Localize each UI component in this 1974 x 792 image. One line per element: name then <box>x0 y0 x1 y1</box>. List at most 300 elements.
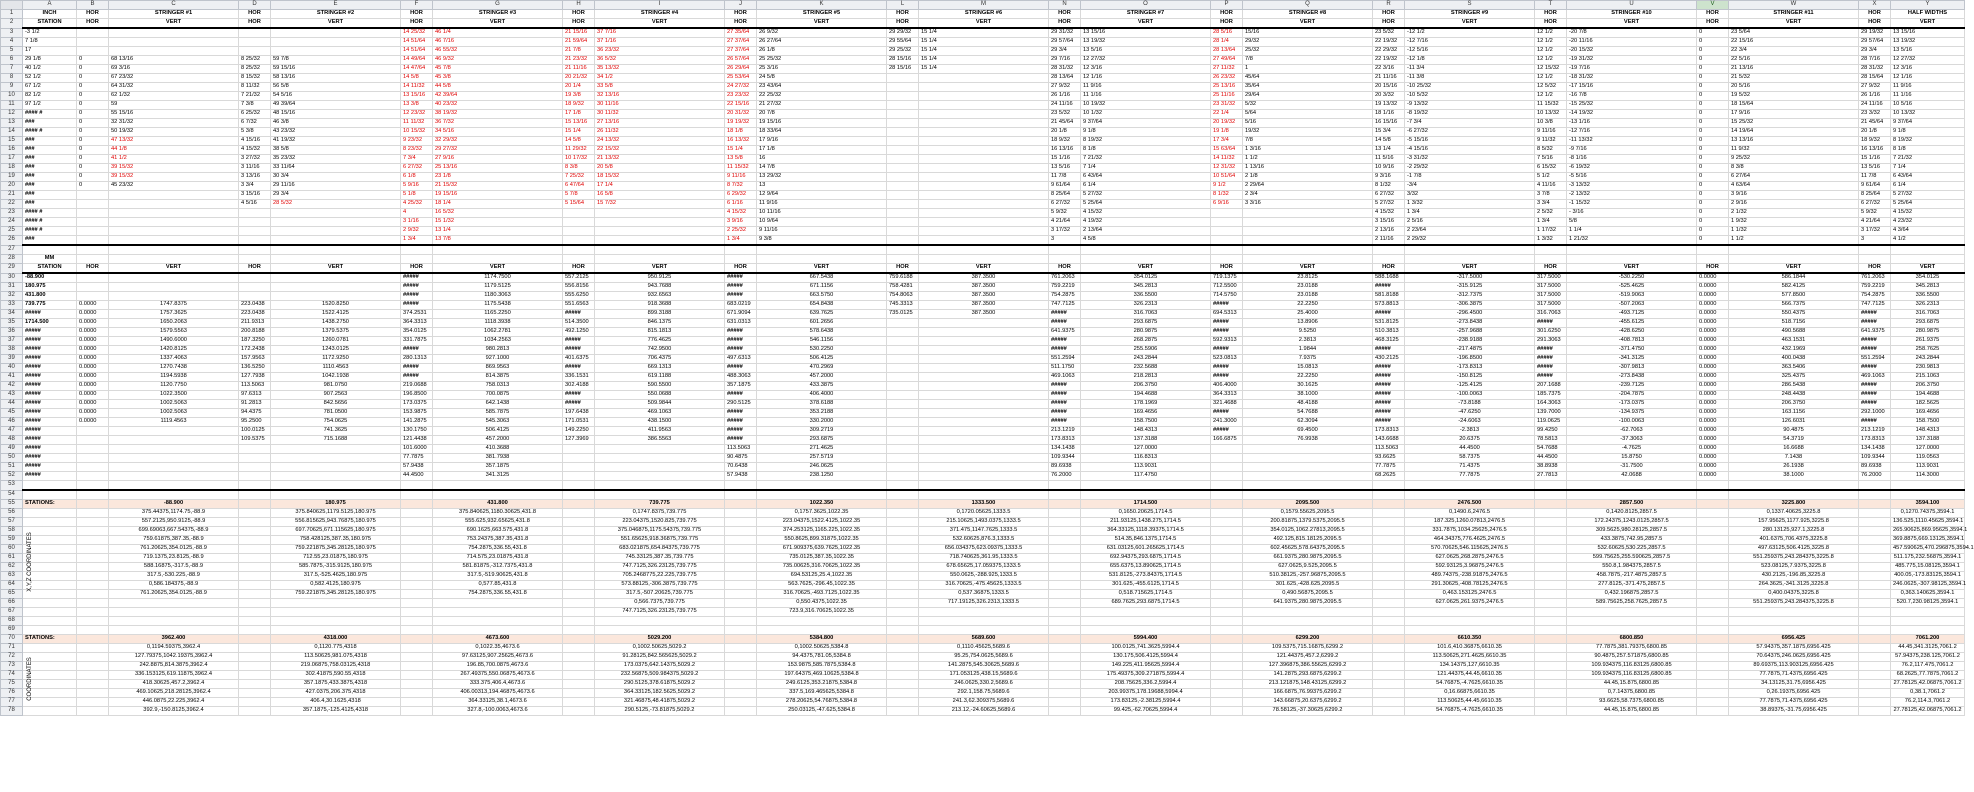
cell[interactable] <box>1243 608 1373 617</box>
cell[interactable]: 136.5250 <box>239 364 271 373</box>
column-header[interactable]: M <box>919 1 1049 10</box>
cell[interactable]: 754.2875 <box>1859 292 1891 301</box>
cell[interactable]: 0.0000 <box>77 391 109 400</box>
cell[interactable]: 13 19/32 <box>1081 38 1211 47</box>
cell[interactable]: 7 21/32 <box>239 92 271 101</box>
cell[interactable] <box>1729 626 1859 635</box>
cell[interactable]: 246.0625,330.2,5689.6 <box>919 680 1049 689</box>
cell[interactable]: 15 1/4 <box>919 65 1049 74</box>
cell[interactable]: 489.74375,-238.91875,2476.5 <box>1405 572 1535 581</box>
cell[interactable] <box>77 590 109 599</box>
cell[interactable]: 485.775,15.08125,3594.1 <box>1891 563 1965 572</box>
cell[interactable] <box>887 608 919 617</box>
cell[interactable]: 48.4188 <box>1243 400 1373 409</box>
cell[interactable]: 57.9438 <box>401 463 433 472</box>
cell[interactable]: 10 13/32 <box>1535 110 1567 119</box>
cell[interactable]: 166.6875 <box>1211 436 1243 445</box>
cell[interactable]: 34.13125,31.75,6956.425 <box>1729 680 1859 689</box>
cell[interactable] <box>1859 500 1891 509</box>
cell[interactable]: 12 1/16 <box>1891 74 1965 83</box>
cell[interactable]: 29/64 <box>1243 92 1373 101</box>
cell[interactable]: 94.4375 <box>239 409 271 418</box>
cell[interactable] <box>1049 481 1081 491</box>
cell[interactable]: 194.4688 <box>1081 391 1211 400</box>
cell[interactable]: 2 5/32 <box>1535 209 1567 218</box>
cell[interactable]: 9 11/16 <box>725 173 757 182</box>
cell[interactable] <box>77 572 109 581</box>
cell[interactable]: 1194.5938 <box>109 373 239 382</box>
cell[interactable]: 497.63125,506.4125,3225.8 <box>1729 545 1859 554</box>
cell[interactable] <box>887 182 919 191</box>
cell[interactable]: 981.0750 <box>271 382 401 391</box>
cell[interactable]: 6 47/64 <box>563 182 595 191</box>
cell[interactable]: HOR <box>1859 264 1891 274</box>
cell[interactable]: 153.9875,585.7875,5384.8 <box>757 662 887 671</box>
cell[interactable]: 223.04375,1522.4125,1022.35 <box>757 518 887 527</box>
cell[interactable] <box>887 500 919 509</box>
cell[interactable]: 2 9/32 <box>401 227 433 236</box>
cell[interactable]: 249.6125,353.21875,5384.8 <box>757 680 887 689</box>
cell[interactable]: 89.6938 <box>1049 463 1081 472</box>
cell[interactable]: HALF WIDTHS <box>1891 10 1965 19</box>
cell[interactable] <box>77 227 109 236</box>
cell[interactable] <box>1211 581 1243 590</box>
cell[interactable]: 932.6563 <box>595 292 725 301</box>
cell[interactable]: 627.0625,9.525,2095.5 <box>1243 563 1373 572</box>
cell[interactable]: 661.9375,280.9875,2095.5 <box>1243 554 1373 563</box>
cell[interactable] <box>919 364 1049 373</box>
cell[interactable]: ##### <box>1859 337 1891 346</box>
cell[interactable]: 10 51/64 <box>1211 173 1243 182</box>
cell[interactable]: 530.2250 <box>757 346 887 355</box>
cell[interactable] <box>271 472 401 481</box>
cell[interactable] <box>239 581 271 590</box>
cell[interactable]: 12 9/64 <box>757 191 887 200</box>
cell[interactable] <box>563 698 595 707</box>
cell[interactable]: 148.4313 <box>1891 427 1965 436</box>
cell[interactable]: 171.0531 <box>563 418 595 427</box>
cell[interactable]: 14 51/64 <box>401 47 433 56</box>
cell[interactable]: -273.8438 <box>1567 373 1697 382</box>
cell[interactable] <box>77 236 109 246</box>
cell[interactable]: 317.5000 <box>1535 273 1567 283</box>
cell[interactable] <box>887 481 919 491</box>
cell[interactable] <box>109 47 239 56</box>
cell[interactable] <box>77 662 109 671</box>
cell[interactable] <box>1243 255 1373 264</box>
cell[interactable]: 0 <box>77 56 109 65</box>
cell[interactable]: 9 25/32 <box>1729 155 1859 164</box>
cell[interactable]: 6 7/32 <box>239 119 271 128</box>
cell[interactable]: 141.2875,545.30625,5689.6 <box>919 662 1049 671</box>
column-header[interactable]: L <box>887 1 919 10</box>
cell[interactable] <box>595 227 725 236</box>
cell[interactable]: 747.7125,326.23125,739.775 <box>595 563 725 572</box>
cell[interactable] <box>401 635 433 644</box>
cell[interactable]: 15 1/4 <box>919 38 1049 47</box>
cell[interactable] <box>725 590 757 599</box>
column-header[interactable]: N <box>1049 1 1081 10</box>
cell[interactable]: 590.5500 <box>595 382 725 391</box>
cell[interactable]: HOR <box>77 10 109 19</box>
cell[interactable]: 754.2875,336.55,431.8 <box>433 545 563 554</box>
cell[interactable] <box>1535 545 1567 554</box>
cell[interactable]: 22 19/32 <box>1373 56 1405 65</box>
cell[interactable] <box>757 617 887 626</box>
cell[interactable]: 13 19/32 <box>1891 38 1965 47</box>
cell[interactable]: 0,582.4125,180.975 <box>271 581 401 590</box>
cell[interactable] <box>77 218 109 227</box>
cell[interactable] <box>1535 518 1567 527</box>
cell[interactable]: 13 5/16 <box>1859 164 1891 173</box>
cell[interactable]: 113.9031 <box>1891 463 1965 472</box>
cell[interactable]: 15/16 <box>1243 28 1373 38</box>
cell[interactable] <box>77 626 109 635</box>
cell[interactable]: 11 9/16 <box>757 200 887 209</box>
row-header[interactable]: 76 <box>1 689 23 698</box>
cell[interactable]: VERT <box>1243 19 1373 29</box>
cell[interactable]: VERT <box>433 264 563 274</box>
cell[interactable]: 6 1/4 <box>1891 182 1965 191</box>
cell[interactable]: 28 7/16 <box>1859 56 1891 65</box>
cell[interactable]: ##### <box>23 346 77 355</box>
cell[interactable]: -3 13/32 <box>1567 182 1697 191</box>
cell[interactable]: 25 25/32 <box>757 56 887 65</box>
cell[interactable]: 30 11/16 <box>595 101 725 110</box>
cell[interactable] <box>401 590 433 599</box>
cell[interactable]: 550.8625,899.31875,1022.35 <box>757 536 887 545</box>
cell[interactable]: 317.5,-530.225,-88.9 <box>109 572 239 581</box>
cell[interactable] <box>239 463 271 472</box>
cell[interactable]: 293.6875 <box>757 436 887 445</box>
cell[interactable] <box>919 400 1049 409</box>
cell[interactable]: 16 13/16 <box>1049 146 1081 155</box>
cell[interactable]: 317.5000 <box>1535 292 1567 301</box>
cell[interactable]: 619.1188 <box>595 373 725 382</box>
cell[interactable] <box>1697 653 1729 662</box>
cell[interactable] <box>1535 563 1567 572</box>
cell[interactable]: 301.6250 <box>1535 328 1567 337</box>
cell[interactable] <box>77 563 109 572</box>
cell[interactable]: 12 1/2 <box>1535 47 1567 56</box>
cell[interactable]: HOR <box>725 10 757 19</box>
cell[interactable]: ##### <box>1373 400 1405 409</box>
cell[interactable] <box>1697 509 1729 518</box>
cell[interactable]: 317.5,-507.20625,739.775 <box>595 590 725 599</box>
cell[interactable]: 0 <box>1697 83 1729 92</box>
cell[interactable]: 286.5438 <box>1729 382 1859 391</box>
cell[interactable]: 197.6438 <box>563 409 595 418</box>
cell[interactable] <box>887 155 919 164</box>
cell[interactable]: 9 11/16 <box>757 227 887 236</box>
cell[interactable] <box>401 255 433 264</box>
cell[interactable]: 293.6875 <box>1891 319 1965 328</box>
cell[interactable] <box>595 236 725 246</box>
cell[interactable]: 1120.7750 <box>109 382 239 391</box>
cell[interactable]: 17 9/16 <box>1729 110 1859 119</box>
cell[interactable]: 54.7688 <box>1243 409 1373 418</box>
cell[interactable]: 694.5313 <box>1211 310 1243 319</box>
cell[interactable]: 12 3/16 <box>1081 65 1211 74</box>
row-header[interactable]: 40 <box>1 364 23 373</box>
cell[interactable]: 506.4125 <box>757 355 887 364</box>
cell[interactable]: 758.0313 <box>433 382 563 391</box>
cell[interactable]: 6 27/32 <box>1859 200 1891 209</box>
cell[interactable]: -31.7500 <box>1567 463 1697 472</box>
cell[interactable]: 19 5/32 <box>1729 92 1859 101</box>
cell[interactable]: 317.5,-525.4625,180.975 <box>271 572 401 581</box>
cell[interactable]: 9 1/8 <box>1891 128 1965 137</box>
cell[interactable]: -1 15/32 <box>1567 200 1697 209</box>
cell[interactable]: 206.3750 <box>1729 400 1859 409</box>
row-header[interactable]: 10 <box>1 92 23 101</box>
cell[interactable]: 29/32 <box>1243 38 1373 47</box>
cell[interactable]: 0.0000 <box>77 328 109 337</box>
cell[interactable]: 1002.5063 <box>109 400 239 409</box>
cell[interactable]: 735.0125,387.35,1022.35 <box>757 554 887 563</box>
cell[interactable]: 0 <box>1697 191 1729 200</box>
cell[interactable] <box>595 481 725 491</box>
row-header[interactable]: 12 <box>1 110 23 119</box>
cell[interactable]: 197.64375,469.10625,5384.8 <box>757 671 887 680</box>
cell[interactable]: 7 5/16 <box>1535 155 1567 164</box>
cell[interactable]: 694.53125,25.4,1022.35 <box>757 572 887 581</box>
cell[interactable]: 5 9/16 <box>401 182 433 191</box>
cell[interactable]: -1 7/8 <box>1405 173 1535 182</box>
cell[interactable]: 76.2,117.475,7061.2 <box>1891 662 1965 671</box>
cell[interactable]: 22 15/16 <box>1729 38 1859 47</box>
cell[interactable] <box>77 472 109 481</box>
cell[interactable] <box>77 635 109 644</box>
cell[interactable]: 7/8 <box>1243 137 1373 146</box>
cell[interactable]: VERT <box>1891 264 1965 274</box>
cell[interactable]: 19 15/16 <box>433 191 563 200</box>
cell[interactable]: STATION <box>23 19 77 29</box>
cell[interactable]: 0 <box>1697 146 1729 155</box>
cell[interactable]: 739.775 <box>23 301 77 310</box>
cell[interactable]: 446.0875,22.225,3962.4 <box>109 698 239 707</box>
cell[interactable]: 3594.100 <box>1891 500 1965 509</box>
cell[interactable]: 196.85,700.0875,4673.6 <box>433 662 563 671</box>
cell[interactable]: 719.1375 <box>1211 273 1243 283</box>
cell[interactable]: ##### <box>401 346 433 355</box>
cell[interactable] <box>1535 635 1567 644</box>
cell[interactable]: 1650.2063 <box>109 319 239 328</box>
cell[interactable] <box>725 680 757 689</box>
cell[interactable]: 469.1063 <box>1859 373 1891 382</box>
column-header[interactable]: F <box>401 1 433 10</box>
cell[interactable] <box>887 509 919 518</box>
cell[interactable] <box>77 707 109 716</box>
cell[interactable]: ##### <box>1373 391 1405 400</box>
cell[interactable] <box>1697 563 1729 572</box>
cell[interactable] <box>401 653 433 662</box>
cell[interactable] <box>919 617 1049 626</box>
cell[interactable]: 336.1531 <box>563 373 595 382</box>
cell[interactable]: 815.1813 <box>595 328 725 337</box>
cell[interactable] <box>1891 245 1965 255</box>
cell[interactable]: 0 <box>77 155 109 164</box>
cell[interactable]: 6 27/32 <box>1373 191 1405 200</box>
cell[interactable]: 6 15/32 <box>1535 164 1567 173</box>
cell[interactable]: ### <box>23 236 77 246</box>
cell[interactable]: 2 23/64 <box>1405 227 1535 236</box>
cell[interactable]: 58 13/16 <box>271 74 401 83</box>
cell[interactable]: 557.2125,950.9125,-88.9 <box>109 518 239 527</box>
cell[interactable]: 19 15/16 <box>757 119 887 128</box>
cell[interactable] <box>887 445 919 454</box>
cell[interactable]: 15 1/16 <box>1859 155 1891 164</box>
row-header[interactable]: 32 <box>1 292 23 301</box>
cell[interactable] <box>1859 245 1891 255</box>
cell[interactable]: STATIONS: <box>23 500 77 509</box>
cell[interactable]: 464.34375,776.4625,2476.5 <box>1405 536 1535 545</box>
cell[interactable]: 10 9/16 <box>1373 164 1405 173</box>
cell[interactable]: -3 1/2 <box>23 28 77 38</box>
cell[interactable] <box>887 527 919 536</box>
cell[interactable]: ##### <box>725 409 757 418</box>
cell[interactable]: 68.2625 <box>1373 472 1405 481</box>
cell[interactable]: 0.0000 <box>77 400 109 409</box>
cell[interactable]: 109.9344 <box>1049 454 1081 463</box>
cell[interactable]: 101.6,410.36875,6610.35 <box>1405 644 1535 653</box>
cell[interactable]: 21 15/32 <box>433 182 563 191</box>
cell[interactable]: 23 5/32 <box>1049 110 1081 119</box>
cell[interactable]: 14 51/64 <box>401 38 433 47</box>
cell[interactable]: 21 13/32 <box>595 155 725 164</box>
cell[interactable]: 22 15/16 <box>725 101 757 110</box>
cell[interactable] <box>563 227 595 236</box>
cell[interactable]: 551.6563 <box>563 301 595 310</box>
cell[interactable]: 13 29/32 <box>757 173 887 182</box>
cell[interactable] <box>1373 671 1405 680</box>
cell[interactable]: 2 13/64 <box>1081 227 1211 236</box>
cell[interactable]: 326.2313 <box>1081 301 1211 310</box>
cell[interactable]: 32 29/32 <box>433 137 563 146</box>
cell[interactable]: 290.5125 <box>725 400 757 409</box>
cell[interactable]: 40 23/32 <box>433 101 563 110</box>
cell[interactable]: 113.50625,44.45,6610.35 <box>1405 698 1535 707</box>
cell[interactable] <box>271 38 401 47</box>
row-header[interactable]: 45 <box>1 409 23 418</box>
cell[interactable]: 8 25/32 <box>239 65 271 74</box>
cell[interactable]: 42.0688 <box>1567 472 1697 481</box>
cell[interactable]: 573.88125,-306.3875,739.775 <box>595 581 725 590</box>
cell[interactable]: 2 1/8 <box>1243 173 1373 182</box>
cell[interactable]: 137.3188 <box>1891 436 1965 445</box>
cell[interactable] <box>401 490 433 500</box>
cell[interactable]: 761.20625,354.0125,-88.9 <box>109 590 239 599</box>
cell[interactable] <box>271 608 401 617</box>
cell[interactable] <box>271 236 401 246</box>
cell[interactable]: HOR <box>1049 264 1081 274</box>
cell[interactable]: HOR <box>1535 264 1567 274</box>
cell[interactable]: 378.6188 <box>757 400 887 409</box>
cell[interactable] <box>563 445 595 454</box>
cell[interactable]: 64 31/32 <box>109 83 239 92</box>
row-header[interactable]: 28 <box>1 255 23 264</box>
cell[interactable]: 6 1/8 <box>401 173 433 182</box>
cell[interactable] <box>919 128 1049 137</box>
cell[interactable]: ##### <box>725 292 757 301</box>
cell[interactable]: 113.50625,981.075,4318 <box>271 653 401 662</box>
cell[interactable]: STRINGER #5 <box>757 10 887 19</box>
cell[interactable] <box>725 563 757 572</box>
cell[interactable]: 5 1/2 <box>1535 173 1567 182</box>
cell[interactable]: 46 7/16 <box>433 38 563 47</box>
cell[interactable] <box>271 227 401 236</box>
cell[interactable] <box>1211 635 1243 644</box>
cell[interactable]: 149.225,411.95625,5994.4 <box>1081 662 1211 671</box>
cell[interactable]: 4 15/16 <box>239 137 271 146</box>
cell[interactable] <box>271 463 401 472</box>
cell[interactable] <box>563 209 595 218</box>
cell[interactable]: 6 9/16 <box>1211 200 1243 209</box>
cell[interactable]: 0 <box>1697 128 1729 137</box>
cell[interactable] <box>271 617 401 626</box>
row-header[interactable]: 57 <box>1 518 23 527</box>
cell[interactable] <box>887 427 919 436</box>
cell[interactable]: 1180.3063 <box>433 292 563 301</box>
cell[interactable] <box>757 481 887 491</box>
row-header[interactable]: 65 <box>1 590 23 599</box>
cell[interactable] <box>1859 707 1891 716</box>
cell[interactable]: 5384.800 <box>757 635 887 644</box>
cell[interactable]: -37.3063 <box>1567 436 1697 445</box>
cell[interactable]: 241.3000 <box>1211 418 1243 427</box>
cell[interactable]: 10 9/64 <box>757 218 887 227</box>
row-header[interactable]: 59 <box>1 536 23 545</box>
cell[interactable] <box>1211 644 1243 653</box>
cell[interactable]: HOR <box>887 10 919 19</box>
cell[interactable] <box>239 590 271 599</box>
cell[interactable]: 21 45/64 <box>1049 119 1081 128</box>
cell[interactable]: 9 37/64 <box>1081 119 1211 128</box>
cell[interactable]: -217.4875 <box>1405 346 1535 355</box>
row-header[interactable]: 53 <box>1 481 23 491</box>
cell[interactable]: 16 5/32 <box>433 209 563 218</box>
cell[interactable] <box>271 599 401 608</box>
cell[interactable]: 12 27/32 <box>1081 56 1211 65</box>
cell[interactable]: -12 5/16 <box>1405 47 1535 56</box>
cell[interactable]: 20 5/8 <box>595 164 725 173</box>
row-header[interactable]: 22 <box>1 200 23 209</box>
cell[interactable]: 126.6031 <box>1729 418 1859 427</box>
cell[interactable] <box>887 418 919 427</box>
cell[interactable]: 59 15/16 <box>271 65 401 74</box>
cell[interactable]: 10 17/32 <box>563 155 595 164</box>
cell[interactable] <box>1373 689 1405 698</box>
cell[interactable] <box>563 509 595 518</box>
cell[interactable] <box>563 255 595 264</box>
cell[interactable]: 78.58125,-37.30625,6299.2 <box>1243 707 1373 716</box>
cell[interactable]: 280.9875 <box>1081 328 1211 337</box>
cell[interactable]: 27.7813 <box>1535 472 1567 481</box>
cell[interactable] <box>1373 590 1405 599</box>
column-header[interactable]: S <box>1405 1 1535 10</box>
cell[interactable]: 23 5/32 <box>1373 28 1405 38</box>
cell[interactable]: 25/32 <box>1243 47 1373 56</box>
cell[interactable] <box>1535 536 1567 545</box>
cell[interactable]: ##### <box>1859 418 1891 427</box>
cell[interactable]: -11 13/32 <box>1567 137 1697 146</box>
cell[interactable]: 592.9313 <box>1211 337 1243 346</box>
cell[interactable] <box>1697 518 1729 527</box>
cell[interactable]: 280.9875 <box>1891 328 1965 337</box>
cell[interactable] <box>239 554 271 563</box>
cell[interactable]: 215.1063 <box>1891 373 1965 382</box>
cell[interactable]: 44.45,15.875,6800.85 <box>1567 680 1697 689</box>
